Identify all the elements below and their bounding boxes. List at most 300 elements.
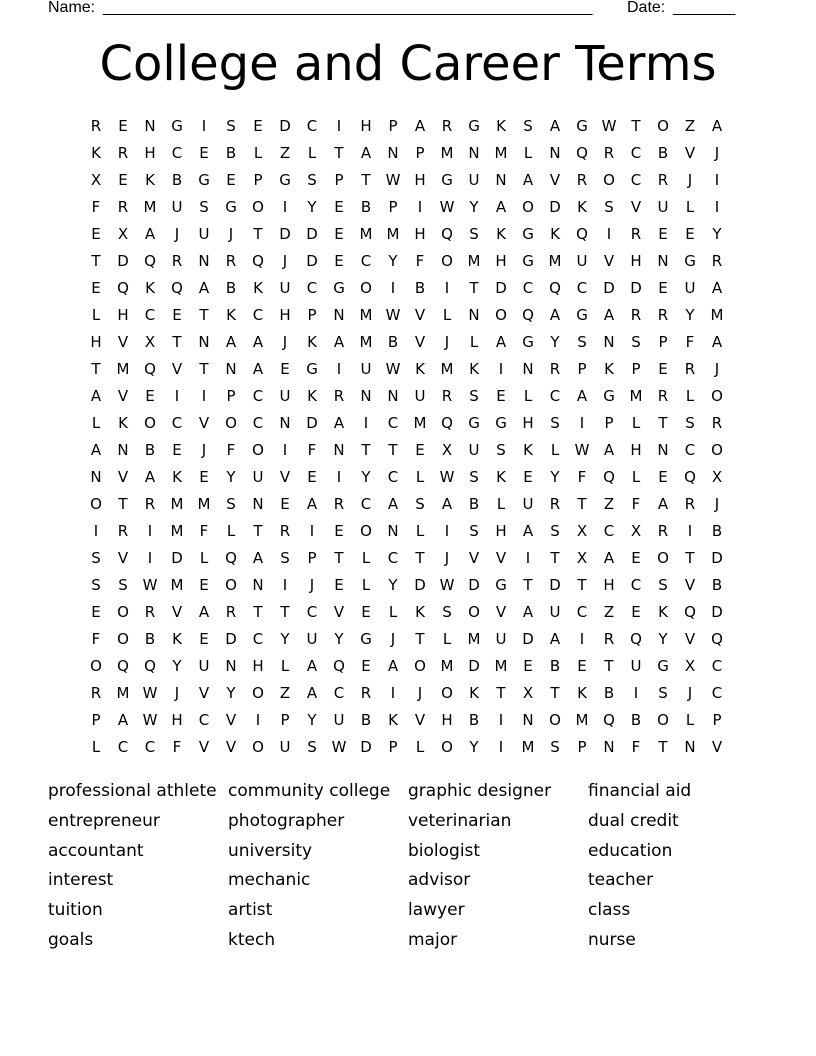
- grid-letter: Y: [469, 198, 479, 216]
- grid-letter: M: [521, 738, 535, 756]
- grid-letter: B: [387, 333, 399, 351]
- grid-letter: S: [604, 198, 614, 216]
- word-bank-item: mechanic: [228, 870, 311, 891]
- word-bank-item: nurse: [588, 929, 636, 950]
- grid-letter: S: [199, 198, 209, 216]
- grid-letter: C: [387, 549, 399, 567]
- grid-letter: P: [226, 387, 236, 405]
- grid-letter: V: [549, 171, 561, 189]
- grid-letter: P: [280, 711, 290, 729]
- grid-letter: A: [657, 495, 669, 513]
- grid-letter: M: [629, 387, 643, 405]
- grid-letter: K: [172, 468, 182, 486]
- grid-letter: P: [415, 144, 425, 162]
- grid-letter: B: [360, 711, 372, 729]
- grid-letter: A: [711, 117, 723, 135]
- word-bank-item: professional athlete: [48, 781, 217, 801]
- grid-letter: O: [441, 684, 453, 702]
- grid-letter: M: [116, 684, 130, 702]
- grid-letter: E: [307, 468, 317, 486]
- grid-letter: I: [201, 117, 207, 135]
- grid-letter: G: [441, 171, 453, 189]
- grid-letter: O: [657, 549, 669, 567]
- grid-letter: E: [577, 657, 587, 675]
- name-label: Name:: [48, 0, 96, 16]
- grid-letter: Q: [117, 657, 129, 675]
- grid-letter: E: [91, 225, 101, 243]
- grid-letter: E: [631, 549, 641, 567]
- grid-letter: R: [657, 171, 669, 189]
- grid-letter: D: [414, 576, 426, 594]
- grid-letter: M: [197, 495, 211, 513]
- grid-letter: C: [684, 441, 696, 459]
- grid-letter: L: [631, 414, 641, 432]
- grid-letter: A: [495, 198, 507, 216]
- grid-letter: S: [307, 171, 317, 189]
- grid-letter: W: [601, 117, 617, 135]
- grid-letter: B: [225, 279, 237, 297]
- grid-letter: H: [630, 441, 642, 459]
- grid-letter: U: [684, 279, 696, 297]
- word-bank-item: photographer: [228, 810, 345, 831]
- grid-letter: S: [469, 468, 479, 486]
- grid-letter: W: [574, 441, 590, 459]
- word-bank-item: class: [588, 900, 631, 921]
- grid-letter: D: [468, 657, 480, 675]
- grid-letter: E: [334, 198, 344, 216]
- word-bank-item: tuition: [48, 900, 103, 921]
- grid-letter: W: [385, 306, 401, 324]
- grid-letter: D: [279, 117, 291, 135]
- grid-letter: G: [495, 414, 507, 432]
- grid-letter: L: [415, 522, 425, 540]
- grid-letter: Y: [469, 738, 479, 756]
- grid-letter: L: [91, 414, 101, 432]
- word-bank-item: entrepreneur: [48, 810, 160, 831]
- grid-letter: S: [658, 576, 668, 594]
- grid-letter: G: [495, 576, 507, 594]
- grid-letter: A: [603, 306, 615, 324]
- grid-letter: T: [361, 441, 371, 459]
- grid-row: [84, 491, 732, 518]
- grid-row: [84, 680, 732, 707]
- grid-letter: V: [117, 549, 129, 567]
- grid-letter: C: [630, 576, 642, 594]
- grid-letter: D: [306, 225, 318, 243]
- grid-letter: R: [441, 387, 453, 405]
- grid-letter: J: [174, 225, 180, 243]
- grid-letter: R: [603, 144, 615, 162]
- grid-letter: C: [387, 468, 399, 486]
- grid-letter: W: [439, 576, 455, 594]
- grid-letter: J: [390, 630, 396, 648]
- grid-letter: R: [657, 522, 669, 540]
- grid-letter: B: [711, 522, 723, 540]
- grid-letter: Z: [279, 144, 291, 162]
- grid-letter: I: [390, 684, 396, 702]
- word-bank-item: dual credit: [588, 810, 679, 831]
- grid-letter: Q: [630, 630, 642, 648]
- grid-letter: R: [333, 387, 345, 405]
- grid-letter: N: [333, 441, 345, 459]
- grid-letter: J: [309, 576, 315, 594]
- grid-letter: A: [306, 684, 318, 702]
- grid-letter: J: [444, 333, 450, 351]
- grid-letter: C: [144, 738, 156, 756]
- grid-letter: S: [685, 414, 695, 432]
- grid-letter: G: [576, 117, 588, 135]
- grid-letter: U: [279, 279, 291, 297]
- grid-letter: J: [444, 549, 450, 567]
- grid-letter: M: [143, 198, 157, 216]
- grid-letter: P: [307, 306, 317, 324]
- grid-letter: V: [684, 144, 696, 162]
- grid-row: [84, 707, 732, 734]
- grid-letter: N: [684, 738, 696, 756]
- grid-letter: C: [198, 711, 210, 729]
- grid-letter: O: [144, 414, 156, 432]
- grid-letter: R: [630, 225, 642, 243]
- grid-letter: B: [360, 198, 372, 216]
- grid-letter: Y: [712, 225, 722, 243]
- grid-letter: G: [306, 360, 318, 378]
- grid-letter: M: [359, 333, 373, 351]
- grid-letter: E: [496, 387, 506, 405]
- grid-letter: Y: [361, 468, 371, 486]
- grid-letter: V: [630, 198, 642, 216]
- grid-letter: T: [550, 549, 560, 567]
- grid-letter: M: [359, 225, 373, 243]
- grid-letter: T: [91, 252, 101, 270]
- grid-letter: K: [469, 360, 479, 378]
- grid-letter: I: [498, 738, 504, 756]
- grid-letter: F: [91, 630, 101, 648]
- grid-letter: M: [359, 306, 373, 324]
- grid-letter: C: [252, 630, 264, 648]
- grid-letter: L: [496, 495, 506, 513]
- grid-letter: H: [414, 171, 426, 189]
- grid-letter: C: [630, 171, 642, 189]
- grid-letter: I: [201, 387, 207, 405]
- grid-letter: V: [603, 252, 615, 270]
- grid-letter: I: [282, 576, 288, 594]
- grid-letter: N: [117, 441, 129, 459]
- date-label: Date:: [627, 0, 666, 16]
- grid-letter: V: [225, 711, 237, 729]
- grid-letter: T: [469, 279, 479, 297]
- grid-letter: I: [336, 468, 342, 486]
- grid-letter: Q: [171, 279, 183, 297]
- grid-letter: A: [549, 630, 561, 648]
- grid-letter: D: [468, 576, 480, 594]
- grid-letter: M: [413, 414, 427, 432]
- grid-letter: S: [226, 117, 236, 135]
- grid-letter: K: [307, 387, 317, 405]
- grid-letter: G: [522, 225, 534, 243]
- grid-letter: L: [442, 630, 452, 648]
- grid-letter: B: [468, 711, 480, 729]
- grid-letter: U: [522, 495, 534, 513]
- grid-letter: U: [198, 657, 210, 675]
- grid-letter: A: [441, 495, 453, 513]
- grid-letter: S: [226, 495, 236, 513]
- grid-letter: N: [198, 252, 210, 270]
- grid-letter: Q: [117, 279, 129, 297]
- grid-letter: I: [336, 117, 342, 135]
- grid-letter: D: [171, 549, 183, 567]
- grid-letter: B: [171, 171, 183, 189]
- grid-letter: W: [331, 738, 347, 756]
- grid-letter: I: [363, 414, 369, 432]
- grid-letter: I: [390, 279, 396, 297]
- grid-letter: E: [199, 630, 209, 648]
- grid-letter: V: [333, 603, 345, 621]
- grid-letter: L: [388, 603, 398, 621]
- grid-letter: H: [117, 306, 129, 324]
- grid-letter: E: [280, 360, 290, 378]
- grid-letter: J: [228, 225, 234, 243]
- grid-letter: K: [91, 144, 101, 162]
- word-bank-item: veterinarian: [408, 810, 512, 831]
- grid-letter: T: [253, 225, 263, 243]
- grid-letter: C: [603, 522, 615, 540]
- grid-letter: Q: [576, 225, 588, 243]
- grid-letter: S: [658, 684, 668, 702]
- grid-letter: R: [657, 306, 669, 324]
- grid-letter: A: [549, 117, 561, 135]
- grid-letter: J: [201, 441, 207, 459]
- grid-letter: G: [657, 657, 669, 675]
- grid-letter: H: [360, 117, 372, 135]
- grid-letter: T: [604, 657, 614, 675]
- grid-letter: G: [684, 252, 696, 270]
- grid-letter: M: [440, 657, 454, 675]
- grid-letter: N: [495, 171, 507, 189]
- grid-letter: R: [603, 630, 615, 648]
- grid-letter: S: [442, 603, 452, 621]
- grid-letter: Y: [226, 684, 236, 702]
- grid-row: [84, 356, 732, 383]
- grid-letter: X: [630, 522, 642, 540]
- grid-letter: C: [549, 387, 561, 405]
- grid-letter: R: [441, 117, 453, 135]
- grid-letter: A: [90, 387, 102, 405]
- grid-letter: X: [144, 333, 156, 351]
- grid-letter: U: [279, 387, 291, 405]
- grid-letter: U: [306, 630, 318, 648]
- grid-letter: R: [333, 495, 345, 513]
- grid-row: [84, 194, 732, 221]
- grid-letter: T: [496, 684, 506, 702]
- grid-letter: E: [658, 279, 668, 297]
- grid-letter: Y: [550, 468, 560, 486]
- grid-letter: P: [577, 360, 587, 378]
- grid-letter: Y: [172, 657, 182, 675]
- grid-letter: D: [549, 576, 561, 594]
- grid-letter: H: [495, 252, 507, 270]
- grid-letter: R: [549, 360, 561, 378]
- grid-letter: E: [280, 495, 290, 513]
- grid-letter: C: [117, 738, 129, 756]
- grid-letter: C: [711, 684, 723, 702]
- grid-letter: J: [174, 684, 180, 702]
- grid-letter: N: [198, 333, 210, 351]
- grid-letter: C: [360, 495, 372, 513]
- grid-letter: G: [522, 252, 534, 270]
- grid-letter: C: [630, 144, 642, 162]
- grid-letter: H: [603, 576, 615, 594]
- grid-letter: Y: [280, 630, 290, 648]
- grid-letter: G: [360, 630, 372, 648]
- grid-letter: L: [280, 657, 290, 675]
- grid-letter: E: [118, 171, 128, 189]
- grid-letter: A: [90, 441, 102, 459]
- grid-letter: T: [118, 495, 128, 513]
- grid-letter: O: [441, 252, 453, 270]
- grid-letter: N: [387, 387, 399, 405]
- grid-letter: F: [631, 495, 641, 513]
- grid-letter: V: [495, 603, 507, 621]
- grid-letter: X: [90, 171, 102, 189]
- grid-letter: T: [577, 495, 587, 513]
- grid-letter: J: [417, 684, 423, 702]
- grid-letter: L: [550, 441, 560, 459]
- grid-letter: I: [282, 198, 288, 216]
- grid-letter: L: [523, 387, 533, 405]
- grid-letter: H: [522, 414, 534, 432]
- grid-letter: D: [522, 630, 534, 648]
- grid-letter: B: [603, 684, 615, 702]
- grid-letter: O: [657, 117, 669, 135]
- grid-letter: V: [198, 684, 210, 702]
- grid-letter: H: [90, 333, 102, 351]
- grid-letter: Q: [333, 657, 345, 675]
- grid-letter: O: [252, 441, 264, 459]
- grid-row: [84, 653, 732, 680]
- grid-letter: N: [225, 657, 237, 675]
- word-bank-column: [408, 778, 588, 957]
- grid-letter: I: [714, 171, 720, 189]
- grid-letter: O: [711, 441, 723, 459]
- grid-row: [84, 113, 732, 140]
- grid-letter: D: [630, 279, 642, 297]
- grid-row: [84, 599, 732, 626]
- grid-letter: L: [415, 468, 425, 486]
- grid-letter: F: [577, 468, 587, 486]
- grid-letter: A: [333, 414, 345, 432]
- grid-row: [84, 383, 732, 410]
- grid-letter: T: [334, 144, 344, 162]
- word-bank-item: teacher: [588, 870, 654, 891]
- grid-letter: G: [198, 171, 210, 189]
- grid-letter: U: [576, 252, 588, 270]
- grid-letter: J: [714, 144, 720, 162]
- grid-letter: G: [522, 333, 534, 351]
- grid-letter: P: [253, 171, 263, 189]
- grid-letter: S: [118, 576, 128, 594]
- grid-letter: V: [117, 387, 129, 405]
- grid-letter: T: [199, 306, 209, 324]
- grid-letter: K: [469, 684, 479, 702]
- grid-letter: A: [198, 279, 210, 297]
- grid-letter: R: [90, 684, 102, 702]
- grid-letter: Y: [388, 252, 398, 270]
- grid-letter: A: [387, 495, 399, 513]
- grid-letter: A: [711, 279, 723, 297]
- grid-letter: E: [658, 360, 668, 378]
- grid-letter: E: [334, 225, 344, 243]
- grid-letter: M: [170, 576, 184, 594]
- grid-letter: K: [145, 171, 155, 189]
- grid-letter: N: [522, 360, 534, 378]
- grid-letter: L: [631, 468, 641, 486]
- grid-letter: J: [687, 171, 693, 189]
- grid-letter: U: [333, 711, 345, 729]
- grid-letter: O: [549, 711, 561, 729]
- grid-letter: A: [603, 549, 615, 567]
- grid-letter: R: [549, 495, 561, 513]
- word-bank-item: major: [408, 929, 458, 950]
- grid-letter: T: [523, 576, 533, 594]
- grid-letter: T: [253, 603, 263, 621]
- grid-letter: Q: [684, 603, 696, 621]
- word-bank-item: lawyer: [408, 900, 465, 921]
- grid-letter: I: [336, 360, 342, 378]
- grid-letter: E: [631, 603, 641, 621]
- grid-letter: Q: [144, 360, 156, 378]
- grid-letter: N: [144, 117, 156, 135]
- grid-letter: M: [170, 495, 184, 513]
- grid-letter: N: [252, 495, 264, 513]
- grid-letter: I: [282, 441, 288, 459]
- grid-letter: O: [441, 738, 453, 756]
- grid-letter: R: [171, 252, 183, 270]
- grid-letter: H: [144, 144, 156, 162]
- grid-letter: N: [225, 360, 237, 378]
- grid-letter: C: [171, 414, 183, 432]
- grid-letter: S: [550, 738, 560, 756]
- grid-row: [84, 140, 732, 167]
- grid-letter: X: [441, 441, 453, 459]
- grid-letter: X: [711, 468, 723, 486]
- grid-letter: H: [279, 306, 291, 324]
- grid-letter: P: [388, 738, 398, 756]
- grid-letter: B: [225, 144, 237, 162]
- grid-letter: U: [549, 603, 561, 621]
- grid-letter: E: [199, 144, 209, 162]
- grid-letter: S: [91, 549, 101, 567]
- grid-letter: O: [117, 603, 129, 621]
- grid-letter: J: [714, 360, 720, 378]
- grid-letter: M: [440, 144, 454, 162]
- grid-letter: R: [576, 171, 588, 189]
- grid-letter: O: [711, 387, 723, 405]
- grid-letter: K: [388, 711, 398, 729]
- grid-letter: P: [604, 414, 614, 432]
- grid-letter: N: [333, 306, 345, 324]
- grid-letter: N: [657, 252, 669, 270]
- grid-letter: U: [198, 225, 210, 243]
- grid-letter: E: [334, 576, 344, 594]
- grid-letter: N: [603, 738, 615, 756]
- grid-letter: J: [282, 333, 288, 351]
- grid-letter: P: [631, 360, 641, 378]
- grid-letter: O: [90, 495, 102, 513]
- grid-letter: G: [468, 117, 480, 135]
- grid-letter: R: [711, 414, 723, 432]
- grid-row: [84, 626, 732, 653]
- grid-letter: S: [469, 522, 479, 540]
